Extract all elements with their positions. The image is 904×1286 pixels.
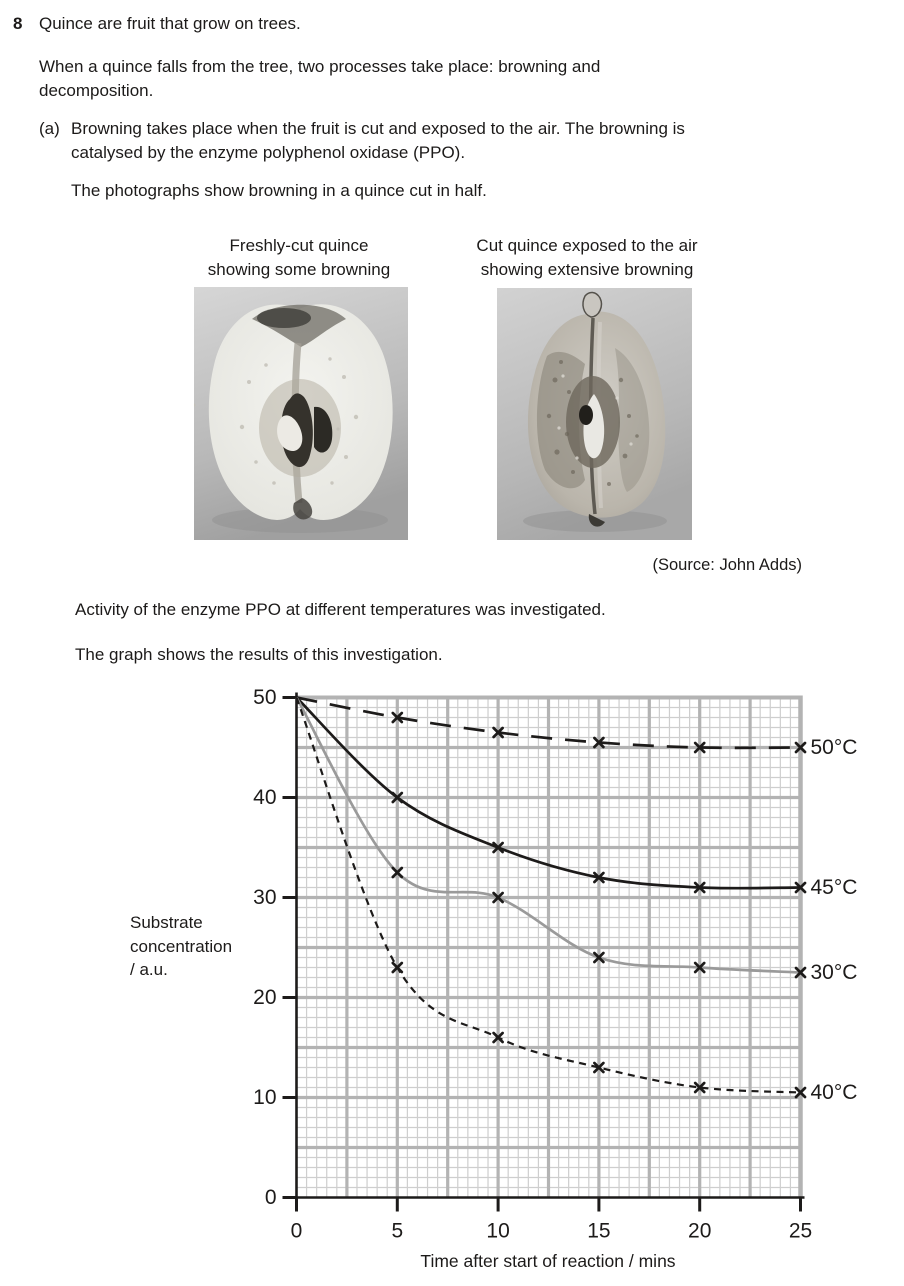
series-label: 40°C: [810, 1081, 858, 1104]
y-tick-label: 30: [253, 886, 277, 909]
x-tick-label: 25: [788, 1219, 813, 1243]
x-tick-label: 15: [587, 1219, 611, 1243]
series-40C: [297, 698, 858, 1105]
series-label: 30°C: [810, 961, 858, 984]
series-label: 50°C: [810, 736, 858, 759]
x-tick-label: 0: [290, 1219, 303, 1243]
y-tick-label: 20: [253, 986, 277, 1009]
part-a-line2: catalysed by the enzyme polyphenol oxidase (PPO).: [71, 143, 466, 162]
x-tick-label: 10: [486, 1219, 510, 1243]
series-50C: [297, 698, 858, 760]
grid-major: [297, 696, 803, 1198]
y-tick-label: 40: [253, 786, 277, 809]
question-para2-line2: decomposition.: [39, 81, 154, 100]
photos-intro: The photographs show browning in a quince cut in half.: [71, 181, 487, 200]
x-axis-title: Time after start of reaction / mins: [420, 1251, 676, 1271]
y-tick-label: 0: [264, 1186, 277, 1209]
x-tick-label: 20: [688, 1219, 712, 1243]
y-tick-label: 10: [253, 1086, 277, 1109]
left-photo-caption-line2: showing some browning: [207, 260, 391, 279]
y-axis-title-line3: / a.u.: [130, 960, 168, 979]
x-tick-label: 5: [391, 1219, 404, 1243]
right-photo-caption-line1: Cut quince exposed to the air: [476, 236, 698, 255]
left-photo-caption-line1: Freshly-cut quince: [229, 236, 369, 255]
graph-intro-text: The graph shows the results of this investigation.: [75, 645, 443, 664]
part-a-line1: Browning takes place when the fruit is cut and exposed to the air. The browning is: [71, 119, 685, 138]
y-tick-label: 50: [253, 686, 277, 709]
series-label: 45°C: [810, 876, 858, 899]
y-axis-title: [130, 911, 232, 982]
part-a-label: (a): [39, 119, 60, 138]
y-axis-title-line1: Substrate: [130, 913, 203, 932]
activity-text: Activity of the enzyme PPO at different temperatures was investigated.: [75, 600, 606, 619]
right-photo-caption-line2: showing extensive browning: [480, 260, 694, 279]
question-intro: Quince are fruit that grow on trees.: [39, 14, 301, 33]
photo-source-credit: (Source: John Adds): [652, 556, 802, 574]
y-axis-title-line2: concentration: [130, 936, 233, 956]
question-number: 8: [13, 14, 23, 33]
question-para2-line1: When a quince falls from the tree, two processes take place: browning and: [39, 57, 601, 76]
